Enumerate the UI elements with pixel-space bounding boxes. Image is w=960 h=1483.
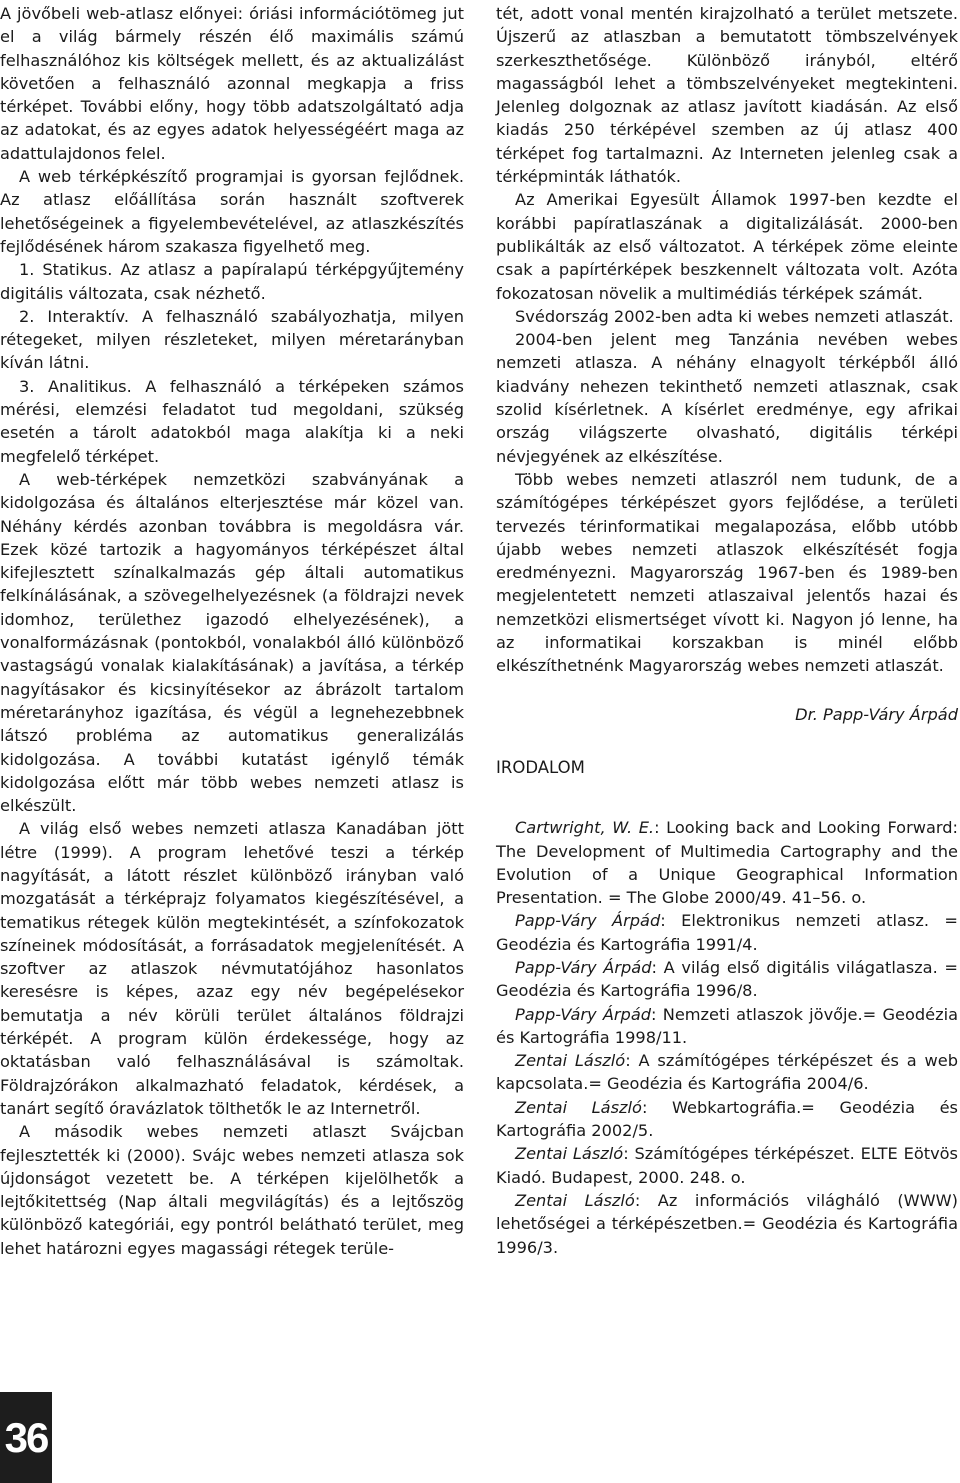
reference-author: Zentai László xyxy=(515,1097,642,1117)
reference-author: Papp-Váry Árpád xyxy=(515,957,652,977)
body-paragraph: Több webes nemzeti atlaszról nem tudunk, de a számítógépes térképészet gyors fejlődése, a területi tervezés térinformatikai megalapozása, előbb utóbb újabb webes nemzeti atlaszok elkészítését fogja eredményezni. Magyarország 1967-ben és 1989-ben megjelentetett nemzeti atlaszaival jelentős hazai és nemzetközi elismertséget vívott ki. Nagyon jó lenne, ha az informatikai korszakban is minél előbb elkészíthetnénk Magyarország webes nemzeti atlaszát. xyxy=(496,469,958,676)
body-paragraph: A jövőbeli web-atlasz előnyei: óriási információtömeg jut el a világ bármely részén élő maximális számú felhasználóhoz kis költségek mellett, és az aktualizálást követően a felhasználó azonnal megkapja a friss térképet. További előny, hogy több adatszolgáltató adja az adatokat, és az egyes adatok helyességéért maga az adattulajdonos felel. xyxy=(0,4,464,163)
reference-item xyxy=(496,956,958,1003)
reference-author: Papp-Váry Árpád xyxy=(515,1004,652,1024)
body-paragraph: Az Amerikai Egyesült Államok 1997-ben kezdte el korábbi papíratlaszának a digitalizálását. 2000-ben publikálták az első változatot. A térképek zöme eleinte csak a papírtérképek beszkennelt változata volt. Azóta fokozatosan növelik a multimédiás térképek számát. xyxy=(496,190,958,303)
body-paragraph: 2004-ben jelent meg Tanzánia nevében webes nemzeti atlasza. A néhány elnagyolt térképből álló kiadvány nehezen tekinthető nemzeti atlasznak, csak szolid kísérletnek. A kísérlet eredménye, egy afrikai ország világszerte olvasható, digitális térképi névjegyének az elkészítése. xyxy=(496,330,958,466)
body-paragraph: tét, adott vonal mentén kirajzolható a terület metszete. Újszerű az atlaszban a bemutatott tömbszelvények szerkeszthetősége. Különböző irányból, eltérő magasságból lehet a tömbszelvényeket megtekinteni. Jelenleg dolgoznak az atlasz javított kiadásán. Az első kiadás 250 térképével szemben az új atlasz 400 térképet fog tartalmazni. Az Interneten jelenleg csak a térképminták láthatók. xyxy=(496,4,958,187)
list-item-interaktiv: 2. Interaktív. A felhasználó szabályozhatja, milyen rétegeket, milyen részleteket, milyen méretarányban kíván látni. xyxy=(0,306,464,373)
reference-author: Cartwright, W. E. xyxy=(515,818,655,838)
body-paragraph: Svédország 2002-ben adta ki webes nemzeti atlaszát. xyxy=(515,306,954,326)
reference-item xyxy=(496,1189,958,1259)
body-paragraph: A második webes nemzeti atlaszt Svájcban fejlesztették ki (2000). Svájc webes nemzeti atlasza sok újdonságot vezetett be. A térképen kijelölhetők a lejtőkitettség (Nap általi megvilágítás) és a lejtőszög különböző kategóriái, egy pontról belátható terület, meg lehet határozni egyes magassági rétegek terüle- xyxy=(0,1122,464,1258)
page-number: 36 xyxy=(0,1392,52,1483)
reference-item xyxy=(496,1049,958,1096)
reference-details: : Webkartográfia.= Geodézia és Kartográfia 2002/5. xyxy=(496,1097,958,1141)
body-paragraph: A web-térképek nemzetközi szabványának a kidolgozása és általános elterjesztése már közel van. Néhány kérdés azonban továbbra is megoldásra vár. Ezek közé tartozik a hagyományos térképészet által kifejlesztett színalkalmazás gép általi automatikus felkínálásának, a szövegelhelyezésnek (a földrajzi nevek idomhoz, területhez igazodó elhelyezésének), a vonalformázásnak (pontokból, vonalakból álló különböző vastagságú vonalak kialakításának) a javítása, a térkép nagyításakor és kicsinyítésekor az ábrázolt tartalom méretarányhoz igazítása, és végül a legnehezebbnek látszó probléma az automatikus generalizálás kidolgozása. A további kutatást igénylő témák kidolgozása előtt már több webes nemzeti atlasz is elkészült. xyxy=(0,469,464,816)
reference-author: Zentai László xyxy=(515,1051,626,1071)
reference-item xyxy=(496,1096,958,1143)
reference-details: : Elektronikus nemzeti atlasz. = Geodézia és Kartográfia 1991/4. xyxy=(496,911,958,954)
left-column xyxy=(0,2,464,1260)
right-column xyxy=(496,2,958,1259)
reference-item xyxy=(496,1003,958,1050)
references-list xyxy=(496,816,958,1259)
body-paragraph: A világ első webes nemzeti atlasza Kanadában jött létre (1999). A program lehetővé teszi a térkép nagyítását, a látott részlet különböző irányban való mozgatását a térképrajz folyamatos kiegészítésével, a tematikus rétegek külön megtekintését, a színfokozatok színeinek módosítását, a forrásadatok megjelenítését. A szoftver az atlaszok névmutatójához hasonlatos keresésre is képes, azaz egy név begépelésekor bemutatja a név körüli terület általános földrajzi térképét. A program külön érdekessége, hogy az oktatásban való felhasználásával is számoltak. Földrajzórákon alkalmazható feladatok, kérdések, a tanárt segítő óravázlatok tölthetők le az Internetről. xyxy=(0,819,464,1118)
reference-author: Zentai László xyxy=(515,1144,624,1164)
reference-details: : Számítógépes térképészet. ELTE Eötvös Kiadó. Budapest, 2000. 248. o. xyxy=(496,1144,958,1187)
reference-details: : Looking back and Looking Forward: The Development of Multimedia Cartography and the Evolution of a Unique Geographical Information Presentation. = The Globe 2000/49. 41–56. o. xyxy=(496,818,958,908)
list-item-statikus: 1. Statikus. Az atlasz a papíralapú térképgyűjtemény digitális változata, csak nézhető. xyxy=(0,260,464,303)
reference-author: Zentai László xyxy=(515,1190,635,1210)
list-item-analitikus: 3. Analitikus. A felhasználó a térképeken számos mérési, elemzési feladatot tud megoldani, szükség esetén a tárolt adatokból maga alakítja ki a neki megfelelő térképet. xyxy=(0,376,464,466)
reference-details: : A számítógépes térképészet és a web kapcsolata.= Geodézia és Kartográfia 2004/6. xyxy=(496,1051,958,1094)
reference-author: Papp-Váry Árpád xyxy=(515,911,661,931)
reference-item xyxy=(496,816,958,909)
reference-item xyxy=(496,909,958,956)
body-paragraph: A web térképkészítő programjai is gyorsan fejlődnek. Az atlasz előállítása során használt szoftverek lehetőségeinek a figyelembevételével, az atlaszkészítés fejlődésének három szakasza figyelhető meg. xyxy=(0,167,464,256)
author-signature: Dr. Papp-Váry Árpád xyxy=(795,704,958,724)
reference-details: : Nemzeti atlaszok jövője.= Geodézia és Kartográfia 1998/11. xyxy=(496,1004,959,1047)
references-heading: IRODALOM xyxy=(496,757,585,777)
reference-details: : A világ első digitális világatlasza. = Geodézia és Kartográfia 1996/8. xyxy=(496,957,958,1001)
reference-item xyxy=(496,1142,958,1189)
reference-details: : Az információs világháló (WWW) lehetőségei a térképészetben.= Geodézia és Kartográfia 1996/3. xyxy=(496,1190,958,1257)
